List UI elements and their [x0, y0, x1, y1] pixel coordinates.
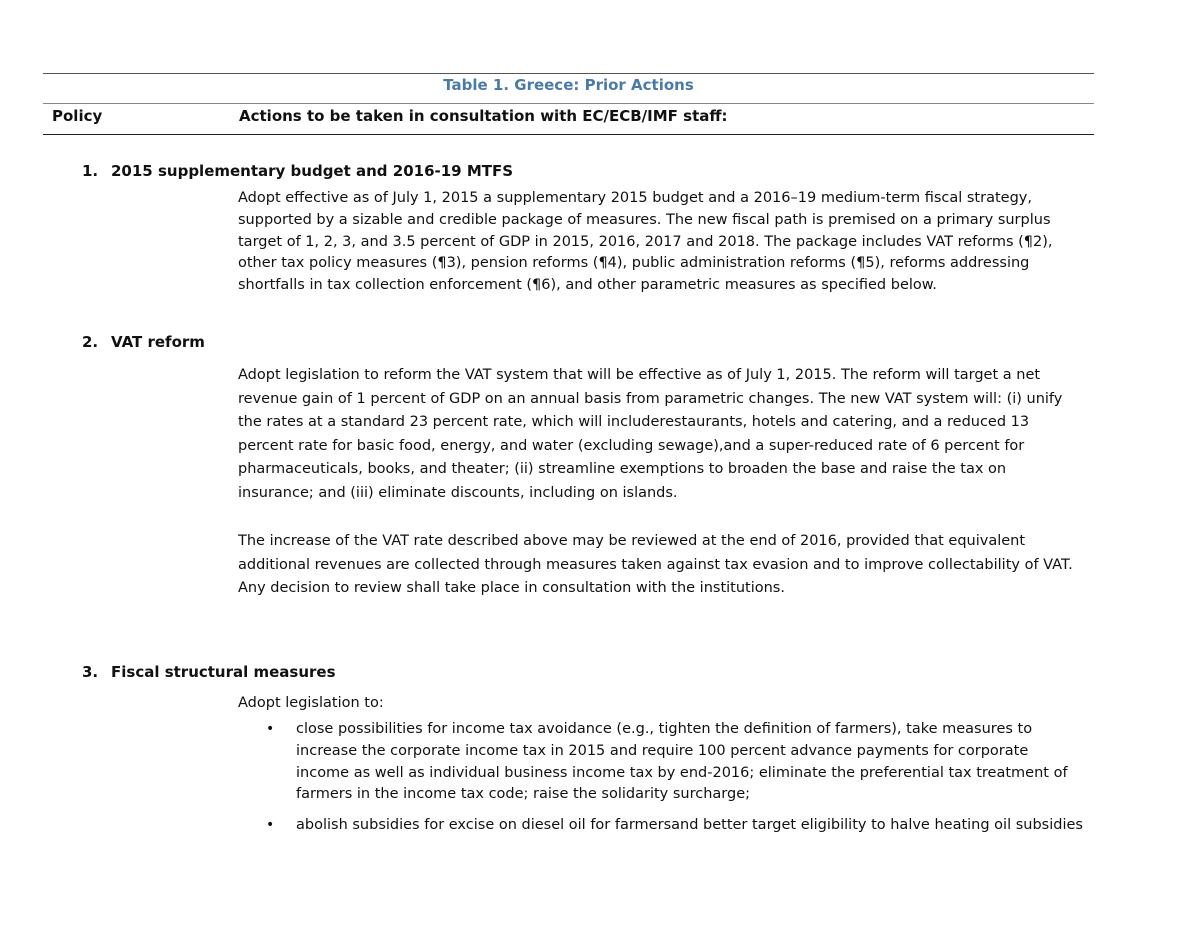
table-title: Table 1. Greece: Prior Actions	[443, 76, 694, 94]
list-item	[238, 815, 1083, 837]
section-1-paragraph: Adopt effective as of July 1, 2015 a supplementary 2015 budget and a 2016–19 medium-term fiscal strategy, supported by a sizable and credible package of measures. The new fiscal path is premised on a primary surplus target of 1, 2, 3, and 3.5 percent of GDP in 2015, 2016, 2017 and 2018. The package includes VAT reforms (¶2), other tax policy measures (¶3), pension reforms (¶4), public administration reforms (¶5), reforms addressing shortfalls in tax collection enforcement (¶6), and other parametric measures as specified below.	[238, 190, 1053, 294]
bullet-icon: •	[266, 721, 275, 737]
section-2-paragraph-2: The increase of the VAT rate described above may be reviewed at the end of 2016, provided that equivalent additional revenues are collected through measures taken against tax evasion and to improve collectability of VAT. Any decision to review shall take place in consultation with the institutions.	[238, 533, 1073, 597]
section-3-bullet-list-2	[238, 815, 1083, 837]
list-item-text: abolish subsidies for excise on diesel oil for farmersand better target eligibility to halve heating oil subsidies	[296, 817, 1083, 833]
table-top-rule	[43, 73, 1094, 74]
section-title: VAT reform	[111, 333, 205, 351]
section-number: 1.	[82, 162, 99, 180]
section-number: 3.	[82, 663, 99, 681]
table-header-rule	[43, 103, 1094, 104]
section-2-paragraph-1: Adopt legislation to reform the VAT system that will be effective as of July 1, 2015. The reform will target a net revenue gain of 1 percent of GDP on an annual basis from parametric changes. The new VAT system will: (i) unify the rates at a standard 23 percent rate, which will includerestaurants, hotels and catering, and a reduced 13 percent rate for basic food, energy, and water (excluding sewage),and a super-reduced rate of 6 percent for pharmaceuticals, books, and theater; (ii) streamline exemptions to broaden the base and raise the tax on insurance; and (iii) eliminate discounts, including on islands.	[238, 367, 1063, 501]
table-header-bottom-rule	[43, 134, 1094, 135]
list-item	[238, 719, 1083, 806]
section-title: Fiscal structural measures	[111, 663, 336, 681]
section-heading-1	[82, 162, 513, 180]
actions-column-header: Actions to be taken in consultation with EC/ECB/IMF staff:	[239, 107, 728, 125]
bullet-icon: •	[266, 817, 275, 833]
section-title: 2015 supplementary budget and 2016-19 MTFS	[111, 162, 514, 180]
policy-column-header: Policy	[52, 107, 103, 125]
list-item-text: close possibilities for income tax avoidance (e.g., tighten the definition of farmers), take measures to increase the corporate income tax in 2015 and require 100 percent advance payments for corporate income as well as individual business income tax by end-2016; eliminate the preferential tax treatment of farmers in the income tax code; raise the solidarity surcharge;	[296, 721, 1068, 803]
section-3-intro: Adopt legislation to:	[238, 695, 384, 711]
section-3-bullet-list	[238, 719, 1083, 806]
section-number: 2.	[82, 333, 99, 351]
section-heading-2	[82, 333, 205, 351]
section-heading-3	[82, 663, 336, 681]
